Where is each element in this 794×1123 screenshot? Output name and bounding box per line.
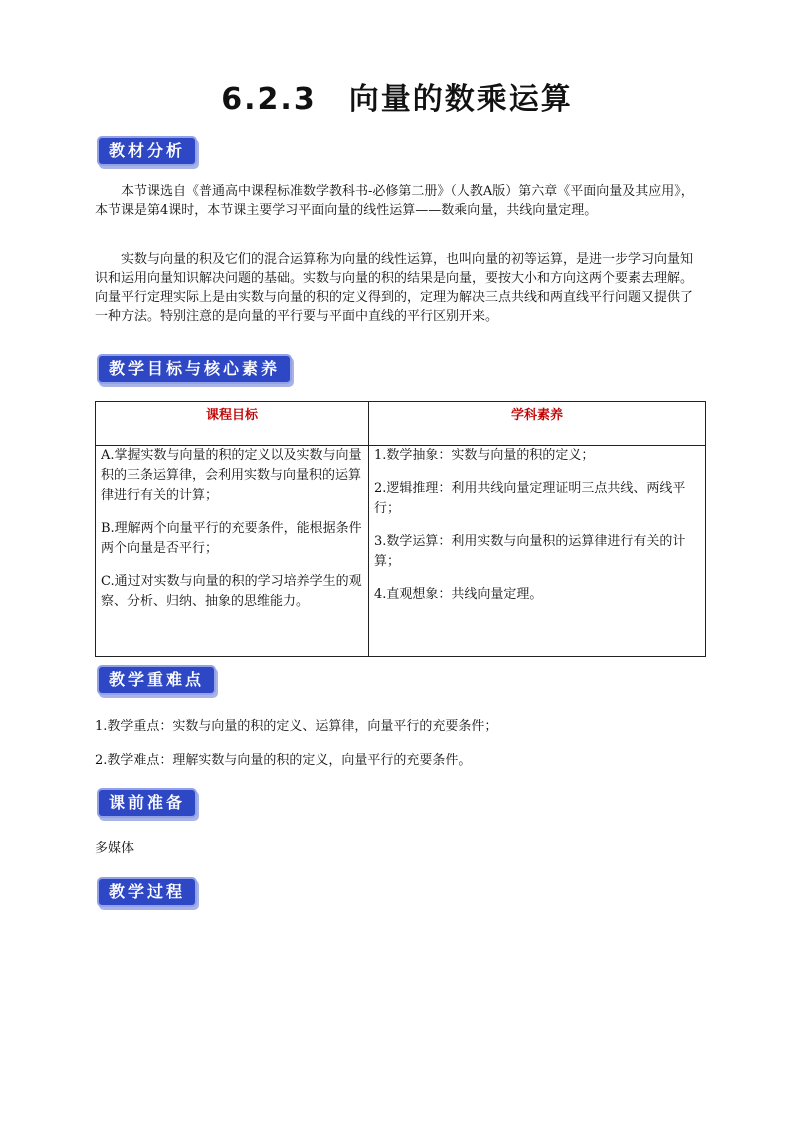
section-badge-goals: 教学目标与核心素养 bbox=[97, 354, 292, 384]
key-point-2: 2.教学难点：理解实数与向量的积的定义，向量平行的充要条件。 bbox=[95, 753, 472, 768]
literacy-item-1: 1.数学抽象：实数与向量的积的定义； bbox=[374, 448, 595, 463]
analysis-paragraph-1: 本节课选自《普通高中课程标准数学教科书-必修第二册》（人教A版）第六章《平面向量及其应用》，本节课是第4课时，本节课主要学习平面向量的线性运算——数乘向量，共线向量定理。 bbox=[95, 184, 694, 218]
prep-text: 多媒体 bbox=[95, 841, 135, 856]
subject-literacy-cell bbox=[369, 446, 706, 657]
page-title: 6.2.3 向量的数乘运算 bbox=[221, 82, 573, 117]
course-goal-c: C.通过对实数与向量的积的学习培养学生的观察、分析、归纳、抽象的思维能力。 bbox=[101, 574, 362, 609]
literacy-item-3: 3.数学运算：利用实数与向量积的运算律进行有关的计算； bbox=[374, 534, 686, 569]
header-course-goals: 课程目标 bbox=[96, 402, 369, 446]
section-badge-analysis: 教材分析 bbox=[97, 136, 197, 166]
goals-table bbox=[95, 401, 706, 657]
literacy-item-4: 4.直观想象：共线向量定理。 bbox=[374, 587, 543, 602]
section-badge-process: 教学过程 bbox=[97, 877, 197, 907]
goals-table-body-row bbox=[96, 446, 706, 657]
literacy-item-2: 2.逻辑推理：利用共线向量定理证明三点共线、两线平行； bbox=[374, 481, 686, 516]
course-goal-b: B.理解两个向量平行的充要条件，能根据条件两个向量是否平行； bbox=[101, 521, 362, 556]
section-badge-prep: 课前准备 bbox=[97, 788, 197, 818]
header-subject-literacy: 学科素养 bbox=[369, 402, 706, 446]
course-goals-cell bbox=[96, 446, 369, 657]
course-goal-a: A.掌握实数与向量的积的定义以及实数与向量积的三条运算律，会利用实数与向量积的运算律进行有关的计算； bbox=[101, 448, 362, 503]
key-point-1: 1.教学重点：实数与向量的积的定义、运算律，向量平行的充要条件； bbox=[95, 719, 498, 734]
goals-table-header-row bbox=[96, 402, 706, 446]
analysis-paragraph-2: 实数与向量的积及它们的混合运算称为向量的线性运算，也叫向量的初等运算，是进一步学习向量知识和运用向量知识解决问题的基础。实数与向量的积的结果是向量，要按大小和方向这两个要素去理解。向量平行定理实际上是由实数与向量的积的定义得到的，定理为解决三点共线和两直线平行问题又提供了一种方法。特别注意的是向量的平行要与平面中直线的平行区别开来。 bbox=[95, 252, 694, 324]
section-badge-keypoints: 教学重难点 bbox=[97, 665, 216, 695]
